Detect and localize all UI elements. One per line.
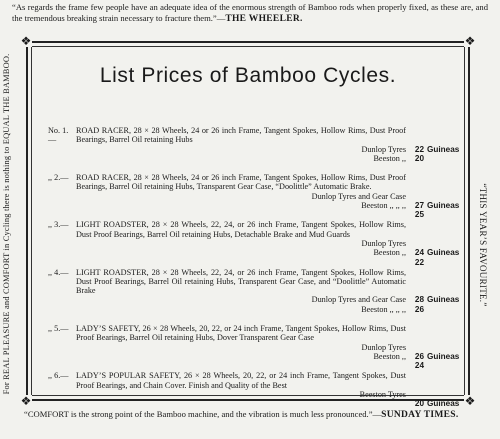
- right-margin-slogan: “THIS YEAR’S FAVOURITE.”: [478, 183, 488, 307]
- item-price: 22: [414, 257, 424, 267]
- item-tyre-line: Dunlop Tyres: [361, 144, 406, 154]
- item-price: 20 Guineas: [414, 399, 460, 409]
- item-price: 24 Guineas: [414, 248, 460, 258]
- list-item: [48, 324, 460, 371]
- item-tyre-line: Beeston ,, ,, ,,: [361, 304, 406, 314]
- item-price: 26 Guineas: [414, 351, 460, 361]
- list-item: [48, 126, 460, 163]
- left-margin-slogan: For REAL PLEASURE and COMFORT in Cycling there is nothing to EQUAL THE BAMBOO.: [2, 53, 11, 395]
- corner-ornament-icon: ❖: [20, 394, 32, 408]
- price-list: [48, 126, 460, 409]
- item-number: ,, 3.—: [48, 220, 69, 230]
- item-tyre-line: Beeston ,,: [373, 351, 406, 361]
- list-item: [48, 173, 460, 220]
- item-tyre-line: Dunlop Tyres: [361, 238, 406, 248]
- item-description: ROAD RACER, 28 × 28 Wheels, 24 or 26 inch Frame, Tangent Spokes, Hollow Rims, Dust Proof Bearings, Barrel Oil retaining Hubs: [76, 126, 406, 145]
- item-description: ROAD RACER, 28 × 28 Wheels, 24 or 26 inch Frame, Tangent Spokes, Hollow Rims, Dust Proof Bearings, Barrel Oil retaining Hubs, Transparent Gear Case, “Doolittle” Automatic Brake.: [76, 173, 406, 192]
- item-price: 25: [414, 210, 424, 220]
- item-tyre-line: Beeston ,,: [373, 153, 406, 163]
- top-quote-source: THE WHEELER.: [225, 14, 303, 24]
- item-number: ,, 2.—: [48, 173, 69, 183]
- item-price: 26: [414, 304, 424, 314]
- item-tyre-line: Beeston ,, ,, ,,: [361, 201, 406, 211]
- list-item: [48, 371, 460, 409]
- bottom-quote-text: “COMFORT is the strong point of the Bamboo machine, and the vibration is much less pronounced.”—: [24, 409, 382, 419]
- item-number: ,, 6.—: [48, 371, 69, 381]
- item-price: 22 Guineas: [414, 144, 460, 154]
- item-price: 20: [414, 153, 424, 163]
- bottom-quote-source: SUNDAY TIMES.: [381, 410, 459, 420]
- top-quote: [12, 2, 488, 25]
- item-tyre-line: Dunlop Tyres and Gear Case: [311, 191, 406, 201]
- top-quote-text: “As regards the frame few people have an adequate idea of the enormous strength of Bamboo rods when properly fixed, as these are, and the tremendous breaking strain necessary to fracture them.”—: [12, 2, 488, 23]
- item-tyre-line: Dunlop Tyres: [361, 342, 406, 352]
- corner-ornament-icon: ❖: [20, 34, 32, 48]
- item-price: 27 Guineas: [414, 201, 460, 211]
- item-tyre-line: Beeston ,,: [373, 248, 406, 258]
- item-tyre-line: Beeston Tyres: [359, 389, 406, 399]
- list-item: [48, 220, 460, 267]
- item-price: 24: [414, 361, 424, 371]
- page-title: List Prices of Bamboo Cycles.: [99, 64, 397, 87]
- item-number: ,, 5.—: [48, 324, 69, 334]
- bottom-quote: [24, 409, 476, 421]
- item-description: LADY’S SAFETY, 26 × 28 Wheels, 20, 22, or 24 inch Frame, Tangent Spokes, Hollow Rims, Dust Proof Bearings, Barrel Oil retaining Hubs, Dover Transparent Gear Case: [76, 324, 406, 343]
- corner-ornament-icon: ❖: [464, 34, 476, 48]
- list-item: [48, 268, 460, 314]
- corner-ornament-icon: ❖: [464, 394, 476, 408]
- item-tyre-line: Dunlop Tyres and Gear Case: [311, 295, 406, 305]
- item-description: LADY’S POPULAR SAFETY, 26 × 28 Wheels, 20, 22, or 24 inch Frame, Tangent Spokes, Dust Proof Bearings, and Chain Cover. Finish and Quality of the Best: [76, 371, 406, 390]
- item-number: ,, 4.—: [48, 267, 69, 277]
- item-description: LIGHT ROADSTER, 28 × 28 Wheels, 22, 24, or 26 inch Frame, Tangent Spokes, Hollow Rims, Dust Proof Bearings, Barrel Oil retaining Hubs, Transparent Gear Case, and “Doolittle” Automatic Brake: [76, 267, 406, 296]
- item-number: No. 1.—: [48, 126, 69, 145]
- item-price: 28 Guineas: [414, 295, 460, 305]
- item-description: LIGHT ROADSTER, 28 × 28 Wheels, 22, 24, or 26 inch Frame, Tangent Spokes, Hollow Rims, Dust Proof Bearings, Barrel Oil retaining Hubs, Detachable Brake and Mud Guards: [76, 220, 406, 239]
